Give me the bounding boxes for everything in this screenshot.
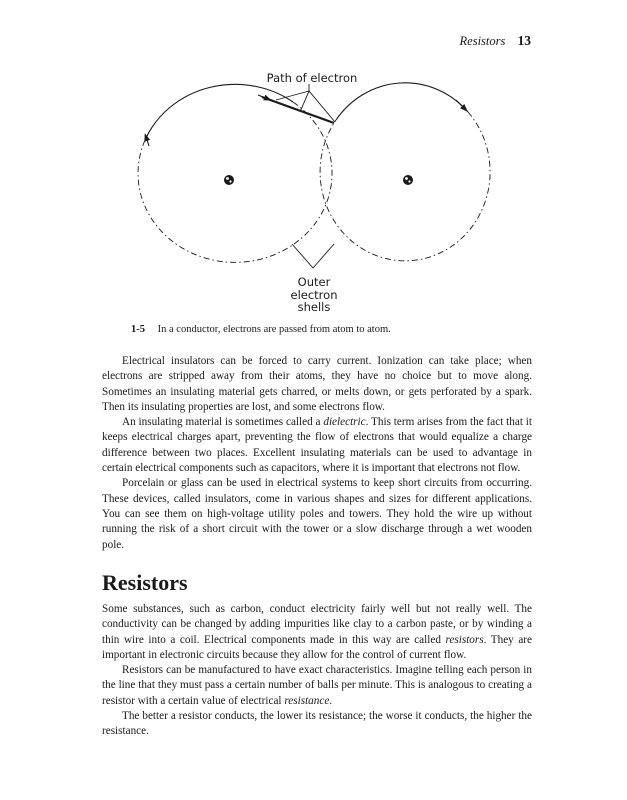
- figure-atoms: [0, 0, 627, 330]
- section-heading-resistors: Resistors: [102, 570, 188, 595]
- running-header-section: Resistors: [459, 34, 506, 48]
- page-number: 13: [517, 33, 531, 48]
- paragraph-insulators-current: Electrical insulators can be forced to carry current. Ionization can take place; when electrons are stripped away from their atoms, they have no choice but to move along. Sometimes an insulating material gets charred, or melts down, or gets perforated by a spark. Then its insulating properties are lost, and some electrons flow.: [102, 355, 532, 413]
- label-path-of-electron: Path of electron: [266, 71, 358, 85]
- italic-term: dielectric: [323, 416, 366, 429]
- body-block-resistors: [102, 602, 532, 740]
- label-outer-line-1: Outer: [297, 275, 331, 289]
- label-outer-line-3: shells: [297, 300, 331, 314]
- figure-caption-number: 1-5: [131, 324, 145, 335]
- arrow-left: [146, 137, 149, 146]
- arrow-right: [456, 100, 465, 109]
- paragraph-resistors-conductance: The better a resistor conducts, the lower its resistance; the worse it conducts, the higher the resistance.: [102, 710, 532, 738]
- leader-outer: [292, 244, 334, 268]
- body-block-insulators: [102, 354, 532, 553]
- paragraph-porcelain-glass: Porcelain or glass can be used in electrical systems to keep short circuits from occurring. These devices, called insulators, come in various shapes and sizes for different applications. You can see them on high-voltage utility poles and towers. They hold the wire up without running the risk of a short circuit with the tower or a slow discharge through a wet wooden pole.: [102, 477, 532, 551]
- left-atom-shell-dashed: [138, 102, 332, 262]
- electron-path-transfer: [262, 97, 334, 123]
- label-outer-electron-shells: [270, 276, 358, 314]
- leader-path: [276, 91, 335, 122]
- right-atom-shell-dashed: [320, 112, 490, 261]
- label-outer-line-2: electron: [290, 287, 338, 302]
- italic-term: resistance: [284, 694, 330, 707]
- paragraph-resistors-manufacture: Resistors can be manufactured to have exact characteristics. Imagine telling each person in the line that they must pass a certain number of balls per minute. This is analogous to creating a resistor with a certain value of electrical resistance.: [102, 664, 532, 707]
- left-nucleus-icon: [224, 175, 234, 185]
- left-atom-shell-solid: [146, 84, 293, 138]
- figure-caption-text: In a conductor, electrons are passed from atom to atom.: [157, 324, 391, 335]
- right-atom-shell-solid: [336, 83, 468, 120]
- paragraph-dielectric: An insulating material is sometimes called a dielectric. This term arises from the fact that it keeps electrical charges apart, preventing the flow of electrons that would equalize a charge difference between two places. Excellent insulating materials can be used to advantage in certain electrical components such as capacitors, where it is important that electrons not flow.: [102, 416, 532, 475]
- figure-caption: [131, 324, 391, 335]
- right-nucleus-icon: [403, 175, 413, 185]
- italic-term: resistors: [445, 633, 484, 646]
- paragraph-resistors-intro: Some substances, such as carbon, conduct electricity fairly well but not really well. The conductivity can be changed by adding impurities like clay to a carbon paste, or by winding a thin wire into a coil. Electrical components made in this way are called resistors. They are important in electronic circuits because they allow for the control of current flow.: [102, 603, 532, 661]
